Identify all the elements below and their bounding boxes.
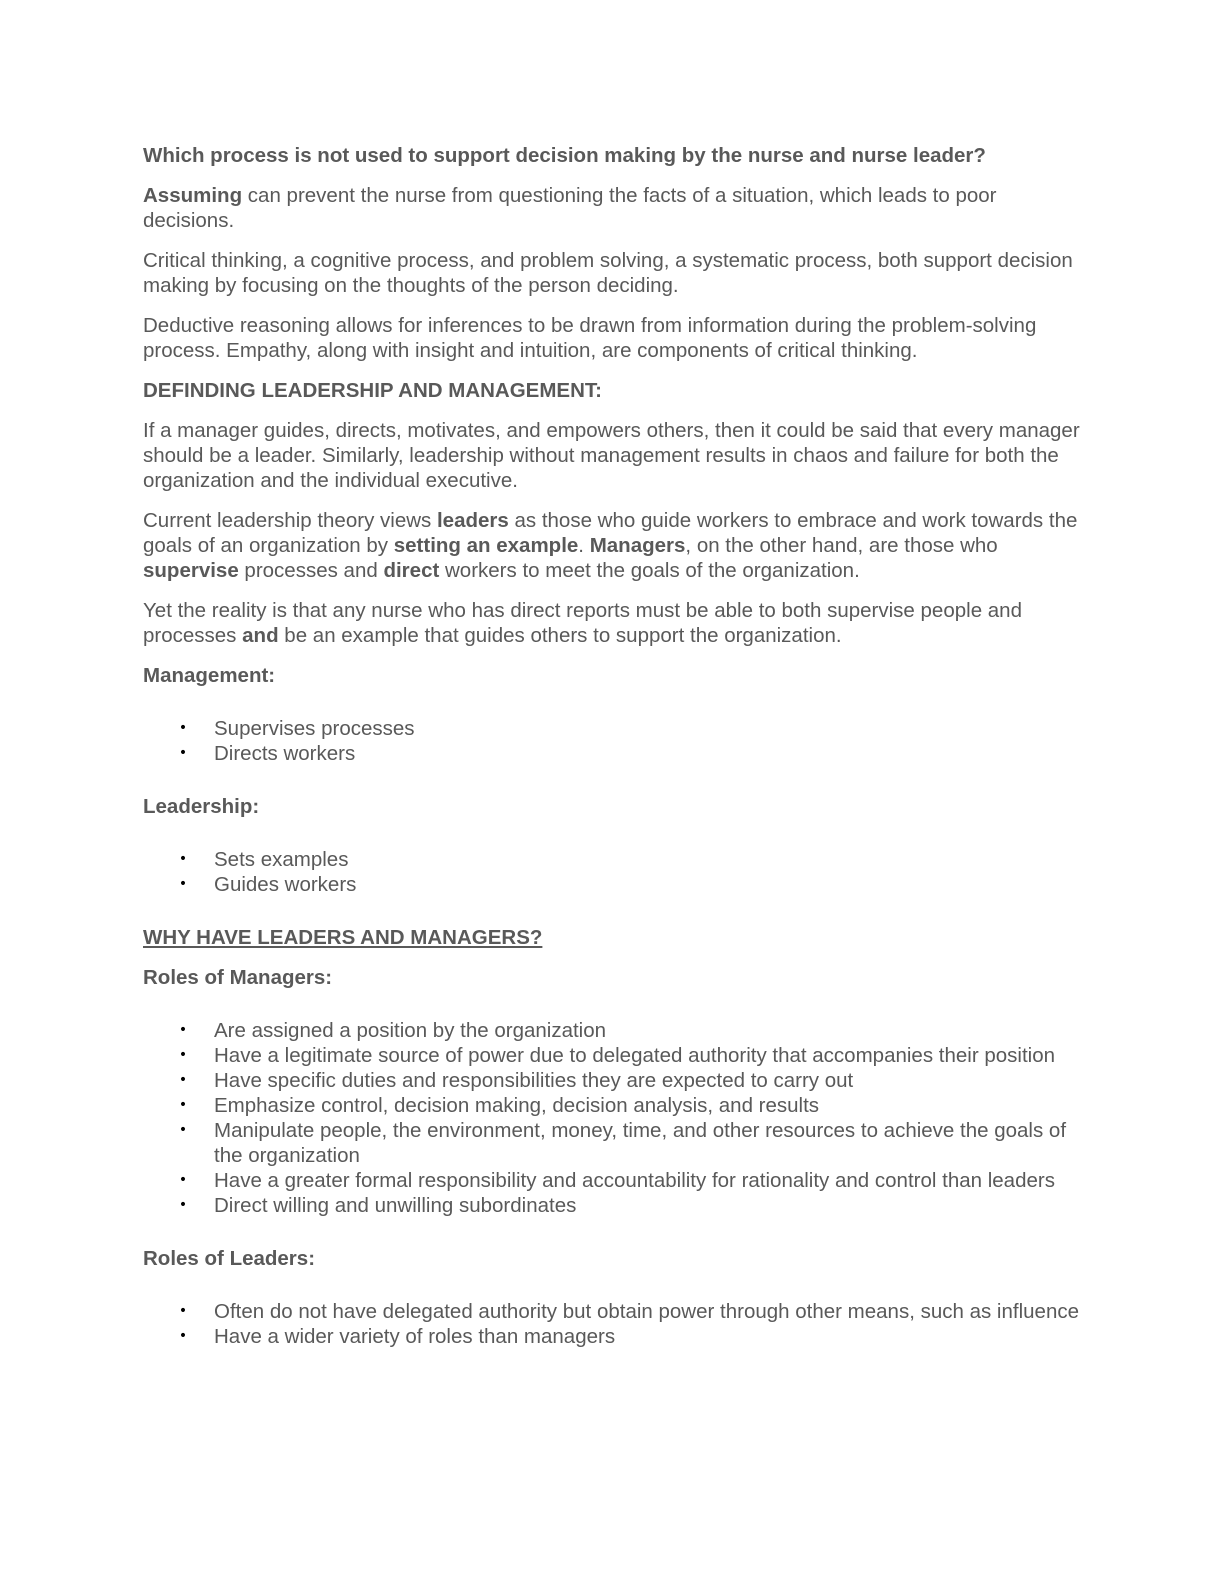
list-item: [143, 1168, 1083, 1193]
list-item-text: Supervises processes: [214, 717, 415, 740]
roles-of-leaders-heading: Roles of Leaders:: [143, 1247, 316, 1270]
term-supervise: supervise: [143, 559, 239, 582]
list-item: [143, 716, 1083, 741]
list-item-text: Sets examples: [214, 848, 349, 871]
roles-of-leaders-list: [143, 1299, 1083, 1349]
list-item-text: Have specific duties and responsibilities they are expected to carry out: [214, 1069, 854, 1092]
text-segment: workers to meet the goals of the organization.: [439, 559, 860, 582]
section-heading-why: WHY HAVE LEADERS AND MANAGERS?: [143, 926, 543, 949]
leadership-heading: Leadership:: [143, 795, 260, 818]
list-item-text: Direct willing and unwilling subordinates: [214, 1194, 577, 1217]
text-segment: .: [578, 534, 590, 557]
list-item: [143, 1093, 1083, 1118]
bullet-icon: •: [178, 1328, 188, 1344]
roles-of-managers-list: [143, 1018, 1083, 1218]
term-setting-an-example: setting an example: [393, 534, 579, 557]
list-item: [143, 1018, 1083, 1043]
term-direct: direct: [383, 559, 440, 582]
assuming-term: Assuming: [143, 184, 243, 207]
paragraph-deductive-reasoning: Deductive reasoning allows for inferences to be drawn from information during the problem-solving process. Empathy, along with insight and intuition, are components of critical thinking.: [143, 314, 1037, 362]
paragraph-leadership-theory: [143, 508, 1083, 583]
question-heading: Which process is not used to support decision making by the nurse and nurse leader?: [143, 144, 986, 167]
text-segment: as those who guide workers to embrace and work towards the goals of an organization by: [143, 509, 1078, 557]
text-segment: , on the other hand, are those who: [685, 534, 998, 557]
bullet-icon: •: [178, 1097, 188, 1113]
list-item: [143, 1193, 1083, 1218]
list-item: [143, 1324, 1083, 1349]
text-segment: Current leadership theory views: [143, 509, 437, 532]
section-heading-defining: DEFINDING LEADERSHIP AND MANAGEMENT:: [143, 379, 602, 402]
list-item-text: Have a greater formal responsibility and accountability for rationality and control than leaders: [214, 1169, 1055, 1192]
bullet-icon: •: [178, 1197, 188, 1213]
list-item: [143, 741, 1083, 766]
bullet-icon: •: [178, 876, 188, 892]
list-item-text: Often do not have delegated authority but obtain power through other means, such as influence: [214, 1300, 1079, 1323]
list-item-text: Emphasize control, decision making, decision analysis, and results: [214, 1094, 820, 1117]
bullet-icon: •: [178, 1303, 188, 1319]
paragraph-critical-thinking: Critical thinking, a cognitive process, and problem solving, a systematic process, both support decision making by focusing on the thoughts of the person deciding.: [143, 249, 1073, 297]
bullet-icon: •: [178, 851, 188, 867]
list-item-text: Directs workers: [214, 742, 356, 765]
document-page: [143, 143, 1083, 1377]
list-item-text: Have a wider variety of roles than managers: [214, 1325, 616, 1348]
management-list: [143, 716, 1083, 766]
assuming-text: can prevent the nurse from questioning the facts of a situation, which leads to poor decisions.: [143, 184, 997, 232]
list-item: [143, 1043, 1083, 1068]
text-segment: Yet the reality is that any nurse who has direct reports must be able to both supervise people and processes: [143, 599, 1022, 647]
bullet-icon: •: [178, 1022, 188, 1038]
list-item-text: Manipulate people, the environment, money, time, and other resources to achieve the goals of the organization: [214, 1119, 1067, 1167]
term-and: and: [242, 624, 279, 647]
bullet-icon: •: [178, 1122, 188, 1138]
list-item-text: Have a legitimate source of power due to delegated authority that accompanies their position: [214, 1044, 1056, 1067]
bullet-icon: •: [178, 720, 188, 736]
paragraph-assuming: [143, 183, 1083, 233]
list-item-text: Are assigned a position by the organization: [214, 1019, 607, 1042]
text-segment: processes and: [238, 559, 384, 582]
list-item: [143, 1068, 1083, 1093]
list-item: [143, 872, 1083, 897]
bullet-icon: •: [178, 1047, 188, 1063]
list-item-text: Guides workers: [214, 873, 357, 896]
bullet-icon: •: [178, 1172, 188, 1188]
leadership-list: [143, 847, 1083, 897]
roles-of-managers-heading: Roles of Managers:: [143, 966, 333, 989]
term-leaders: leaders: [436, 509, 509, 532]
text-segment: be an example that guides others to support the organization.: [278, 624, 842, 647]
list-item: [143, 1118, 1083, 1168]
list-item: [143, 847, 1083, 872]
bullet-icon: •: [178, 745, 188, 761]
paragraph-manager-leader: If a manager guides, directs, motivates, and empowers others, then it could be said that every manager should be a leader. Similarly, leadership without management results in chaos and failure for both the organization and the individual executive.: [143, 419, 1080, 492]
list-item: [143, 1299, 1083, 1324]
management-heading: Management:: [143, 664, 276, 687]
bullet-icon: •: [178, 1072, 188, 1088]
paragraph-reality: [143, 598, 1083, 648]
term-managers: Managers: [589, 534, 686, 557]
